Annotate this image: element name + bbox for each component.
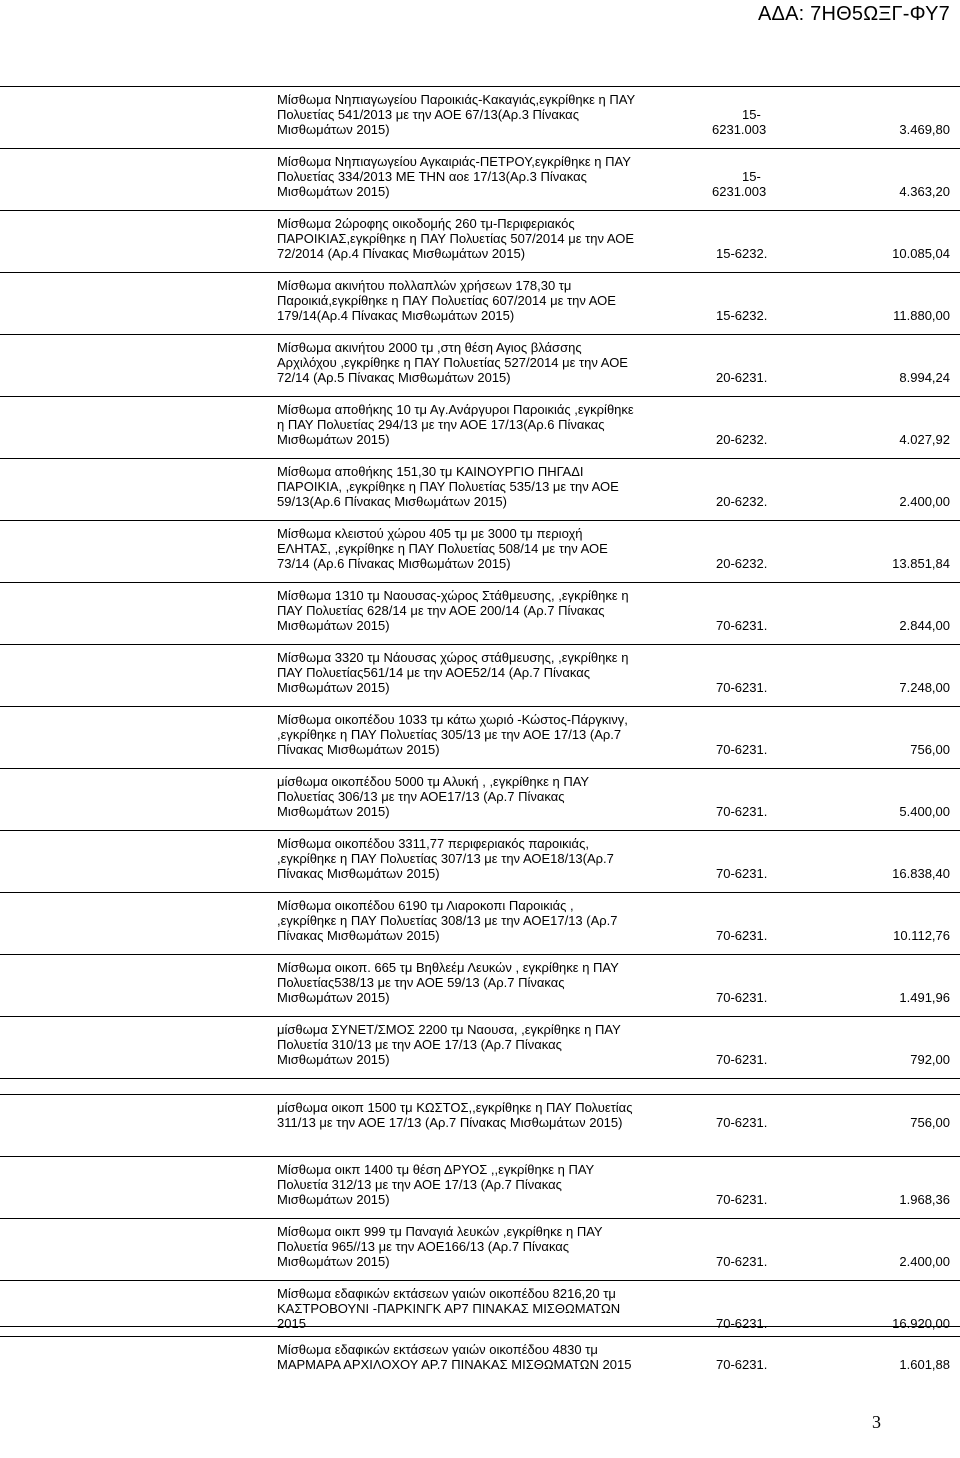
- description-line: ΠΑΥ Πολυετίας 628/14 με την ΑΟΕ 200/14 (Αρ.7 Πίνακας: [277, 603, 605, 618]
- description-line: Μίσθωμα 3320 τμ Νάουσας χώρος στάθμευσης, ,εγκρίθηκε η: [277, 650, 629, 665]
- table-row: [0, 768, 960, 830]
- description-line: Πολυετίας538/13 με την ΑΟΕ 59/13 (Αρ.7 Πίνακας: [277, 975, 565, 990]
- description-line: ,εγκρίθηκε η ΠΑΥ Πολυετίας 307/13 με την ΑΟΕ18/13(Αρ.7: [277, 851, 614, 866]
- amount: 7.248,00: [899, 680, 950, 695]
- account-code: 70-6231.: [716, 1115, 768, 1130]
- amount: 16.838,40: [892, 866, 950, 881]
- account-code-line: 15-: [742, 169, 761, 184]
- description-line: ΠΑΥ Πολυετίας561/14 με την ΑΟΕ52/14 (Αρ.7 Πίνακας: [277, 665, 591, 680]
- description-line: Πίνακας Μισθωμάτων 2015): [277, 742, 440, 757]
- description-line: Πολυετία 312/13 με την ΑΟΕ 17/13 (Αρ.7 Πίνακας: [277, 1177, 562, 1192]
- entry-description: [277, 340, 697, 385]
- description-line: Μίσθωμα ακινήτου 2000 τμ ,στη θέση Αγιος βλάσσης: [277, 340, 582, 355]
- entry-description: [277, 1022, 697, 1067]
- entry-description: [277, 650, 697, 695]
- description-line: Μίσθωμα εδαφικών εκτάσεων γαιών οικοπέδου 8216,20 τμ: [277, 1286, 616, 1301]
- table-row: [0, 1336, 960, 1406]
- amount: 1.601,88: [899, 1357, 950, 1372]
- table-row: [0, 1094, 960, 1156]
- entry-description: [277, 588, 697, 633]
- table-row: [0, 892, 960, 954]
- account-code: 15-6232.: [716, 308, 768, 323]
- entry-description: [277, 836, 697, 881]
- description-line: μίσθωμα ΣΥΝΕΤ/ΣΜΟΣ 2200 τμ Ναουσα, ,εγκρίθηκε η ΠΑΥ: [277, 1022, 621, 1037]
- description-line: η ΠΑΥ Πολυετίας 294/13 με την ΑΟΕ 17/13(Αρ.6 Πίνακας: [277, 417, 605, 432]
- description-line: Πολυετίας 541/2013 με την ΑΟΕ 67/13(Αρ.3 Πίνακας: [277, 107, 579, 122]
- description-line: 2015: [277, 1316, 306, 1331]
- entry-description: [277, 464, 697, 509]
- entry-description: [277, 526, 697, 571]
- description-line: Μίσθωμα κλειστού χώρου 405 τμ με 3000 τμ περιοχή: [277, 526, 583, 541]
- description-line: Μισθωμάτων 2015): [277, 432, 390, 447]
- description-line: Πίνακας Μισθωμάτων 2015): [277, 866, 440, 881]
- description-line: ΠΑΡΟΙΚΙΑΣ,εγκρίθηκε η ΠΑΥ Πολυετίας 507/2014 με την ΑΟΕ: [277, 231, 635, 246]
- description-line: Μίσθωμα Νηπιαγωγείου Παροικιάς-Κακαγιάς,εγκρίθηκε η ΠΑΥ: [277, 92, 636, 107]
- description-line: Αρχιλόχου ,εγκρίθηκε η ΠΑΥ Πολυετίας 527/2014 με την ΑΟΕ: [277, 355, 628, 370]
- account-code: 70-6231.: [716, 618, 768, 633]
- amount: 2.400,00: [899, 1254, 950, 1269]
- description-line: Μίσθωμα ακινήτου πολλαπλών χρήσεων 178,30 τμ: [277, 278, 572, 293]
- page-number: 3: [872, 1412, 881, 1432]
- description-line: Μισθωμάτων 2015): [277, 184, 390, 199]
- ada-header: ΑΔΑ: 7ΗΘ5ΩΞΓ-ΦΥ7: [758, 3, 950, 25]
- description-line: Μισθωμάτων 2015): [277, 990, 390, 1005]
- description-line: Πίνακας Μισθωμάτων 2015): [277, 928, 440, 943]
- amount: 8.994,24: [899, 370, 950, 385]
- entry-description: [277, 712, 697, 757]
- description-line: 72/14 (Αρ.5 Πίνακας Μισθωμάτων 2015): [277, 370, 511, 385]
- table-row: [0, 644, 960, 706]
- account-code: 70-6231.: [716, 1192, 768, 1207]
- account-code-line: 15-: [742, 107, 761, 122]
- description-line: Παροικιά,εγκρίθηκε η ΠΑΥ Πολυετίας 607/2014 με την ΑΟΕ: [277, 293, 616, 308]
- account-code: 15-6232.: [716, 246, 768, 261]
- amount: 792,00: [910, 1052, 950, 1067]
- description-line: Μισθωμάτων 2015): [277, 618, 390, 633]
- table-row: [0, 706, 960, 768]
- entry-description: [277, 216, 697, 261]
- amount: 4.363,20: [899, 184, 950, 199]
- description-line: 72/2014 (Αρ.4 Πίνακας Μισθωμάτων 2015): [277, 246, 526, 261]
- account-code-line: 6231.003: [712, 122, 767, 137]
- entry-description: [277, 402, 697, 447]
- description-line: ,εγκρίθηκε η ΠΑΥ Πολυετίας 308/13 με την ΑΟΕ17/13 (Αρ.7: [277, 913, 618, 928]
- description-line: Μίσθωμα οικοπ. 665 τμ Βηθλεέμ Λευκών , εγκρίθηκε η ΠΑΥ: [277, 960, 619, 975]
- description-line: 179/14(Αρ.4 Πίνακας Μισθωμάτων 2015): [277, 308, 515, 323]
- account-code: [712, 169, 766, 199]
- account-code: 70-6231.: [716, 1316, 768, 1331]
- entry-description: [277, 960, 697, 1005]
- description-line: μίσθωμα οικοπ 1500 τμ ΚΩΣΤΟΣ,,εγκρίθηκε η ΠΑΥ Πολυετίας: [277, 1100, 633, 1115]
- description-line: Μίσθωμα οικοπέδου 1033 τμ κάτω χωριό -Κώστος-Πάργκινγ,: [277, 712, 628, 727]
- account-code: 70-6231.: [716, 742, 768, 757]
- description-line: 73/14 (Αρ.6 Πίνακας Μισθωμάτων 2015): [277, 556, 511, 571]
- account-code: 70-6231.: [716, 928, 768, 943]
- table-row: [0, 334, 960, 396]
- description-line: Μισθωμάτων 2015): [277, 1052, 390, 1067]
- entry-description: [277, 774, 697, 819]
- amount: 2.844,00: [899, 618, 950, 633]
- amount: 756,00: [910, 1115, 950, 1130]
- table-row: [0, 272, 960, 334]
- amount: 1.968,36: [899, 1192, 950, 1207]
- description-line: 311/13 με την ΑΟΕ 17/13 (Αρ.7 Πίνακας Μισθωμάτων 2015): [277, 1115, 623, 1130]
- description-line: Μίσθωμα αποθήκης 10 τμ Αγ.Ανάργυροι Παροικιάς ,εγκρίθηκε: [277, 402, 634, 417]
- amount: 5.400,00: [899, 804, 950, 819]
- description-line: Μίσθωμα οικοπέδου 6190 τμ Λιαροκοπι Παροικιάς ,: [277, 898, 574, 913]
- account-code: 20-6232.: [716, 432, 768, 447]
- description-line: Πολυετίας 334/2013 ΜΕ ΤΗΝ αοε 17/13(Αρ.3 Πίνακας: [277, 169, 587, 184]
- account-code: 70-6231.: [716, 866, 768, 881]
- table-row: [0, 830, 960, 892]
- description-line: Μισθωμάτων 2015): [277, 804, 390, 819]
- description-line: Μισθωμάτων 2015): [277, 122, 390, 137]
- description-line: Μίσθωμα 1310 τμ Ναουσας-χώρος Στάθμευσης, ,εγκρίθηκε η: [277, 588, 629, 603]
- entry-description: [277, 1162, 697, 1207]
- account-code: 70-6231.: [716, 990, 768, 1005]
- description-line: μίσθωμα οικοπέδου 5000 τμ Αλυκή , ,εγκρίθηκε η ΠΑΥ: [277, 774, 590, 789]
- amount: 11.880,00: [893, 308, 950, 323]
- description-line: Μισθωμάτων 2015): [277, 1254, 390, 1269]
- account-code: 20-6231.: [716, 370, 768, 385]
- table-row: [0, 582, 960, 644]
- description-line: Μίσθωμα οικοπέδου 3311,77 περιφεριακός παροικιάς,: [277, 836, 589, 851]
- amount: 16.920,00: [892, 1316, 950, 1331]
- account-code-line: 6231.003: [712, 184, 767, 199]
- amount: 10.112,76: [893, 928, 950, 943]
- account-code: 20-6232.: [716, 556, 768, 571]
- description-line: ΠΑΡΟΙΚΙΑ, ,εγκρίθηκε η ΠΑΥ Πολυετίας 535/13 με την ΑΟΕ: [277, 479, 619, 494]
- entry-description: [277, 1342, 697, 1372]
- table-row: [0, 520, 960, 582]
- description-line: ,εγκρίθηκε η ΠΑΥ Πολυετίας 305/13 με την ΑΟΕ 17/13 (Αρ.7: [277, 727, 622, 742]
- table-row: [0, 1016, 960, 1078]
- table-row: [0, 148, 960, 210]
- description-line: Μισθωμάτων 2015): [277, 1192, 390, 1207]
- description-line: ΚΑΣΤΡΟΒΟΥΝΙ -ΠΑΡΚΙΝΓΚ ΑΡ7 ΠΙΝΑΚΑΣ ΜΙΣΘΩΜΑΤΩΝ: [277, 1301, 621, 1316]
- table-row: [0, 396, 960, 458]
- description-line: Πολυετίας 306/13 με την ΑΟΕ17/13 (Αρ.7 Πίνακας: [277, 789, 565, 804]
- description-line: Μισθωμάτων 2015): [277, 680, 390, 695]
- amount: 13.851,84: [892, 556, 950, 571]
- description-line: Μίσθωμα Νηπιαγωγείου Αγκαιριάς-ΠΕΤΡΟΥ,εγκρίθηκε η ΠΑΥ: [277, 154, 631, 169]
- amount: 2.400,00: [899, 494, 950, 509]
- entry-description: [277, 898, 697, 943]
- account-code: [712, 107, 766, 137]
- account-code: 70-6231.: [716, 804, 768, 819]
- entry-description: [277, 92, 697, 137]
- entry-description: [277, 1100, 697, 1130]
- table-row: [0, 458, 960, 520]
- amount: 1.491,96: [899, 990, 950, 1005]
- account-code: 20-6232.: [716, 494, 768, 509]
- table-row: [0, 954, 960, 1016]
- description-line: Μίσθωμα οικπ 1400 τμ θέση ΔΡΥΟΣ ,,εγκρίθηκε η ΠΑΥ: [277, 1162, 595, 1177]
- account-code: 70-6231.: [716, 1357, 768, 1372]
- table-row: [0, 86, 960, 148]
- entry-description: [277, 1224, 697, 1269]
- entry-description: [277, 1286, 697, 1331]
- entry-description: [277, 154, 697, 199]
- amount: 756,00: [910, 742, 950, 757]
- account-code: 70-6231.: [716, 1052, 768, 1067]
- table-row: [0, 210, 960, 272]
- table-row: [0, 1156, 960, 1218]
- amount: 10.085,04: [892, 246, 950, 261]
- description-line: ΕΛΗΤΑΣ, ,εγκρίθηκε η ΠΑΥ Πολυετίας 508/14 με την ΑΟΕ: [277, 541, 608, 556]
- row-divider: [0, 1078, 960, 1079]
- table-row: [0, 1280, 960, 1336]
- table-row: [0, 1218, 960, 1280]
- account-code: 70-6231.: [716, 680, 768, 695]
- entry-description: [277, 278, 697, 323]
- description-line: ΜΑΡΜΑΡΑ ΑΡΧΙΛΟΧΟΥ ΑΡ.7 ΠΙΝΑΚΑΣ ΜΙΣΘΩΜΑΤΩΝ 2015: [277, 1357, 632, 1372]
- account-code: 70-6231.: [716, 1254, 768, 1269]
- amount: 4.027,92: [899, 432, 950, 447]
- description-line: 59/13(Αρ.6 Πίνακας Μισθωμάτων 2015): [277, 494, 507, 509]
- description-line: Μίσθωμα οικπ 999 τμ Παναγιά λευκών ,εγκρίθηκε η ΠΑΥ: [277, 1224, 603, 1239]
- description-line: Μίσθωμα αποθήκης 151,30 τμ ΚΑΙΝΟΥΡΓΙΟ ΠΗΓΑΔΙ: [277, 464, 584, 479]
- description-line: Πολυετία 310/13 με την ΑΟΕ 17/13 (Αρ.7 Πίνακας: [277, 1037, 562, 1052]
- description-line: Μίσθωμα εδαφικών εκτάσεων γαιών οικοπέδου 4830 τμ: [277, 1342, 598, 1357]
- amount: 3.469,80: [899, 122, 950, 137]
- description-line: Πολυετία 965//13 με την ΑΟΕ166/13 (Αρ.7 Πίνακας: [277, 1239, 570, 1254]
- description-line: Μίσθωμα 2ώροφης οικοδομής 260 τμ-Περιφεριακός: [277, 216, 575, 231]
